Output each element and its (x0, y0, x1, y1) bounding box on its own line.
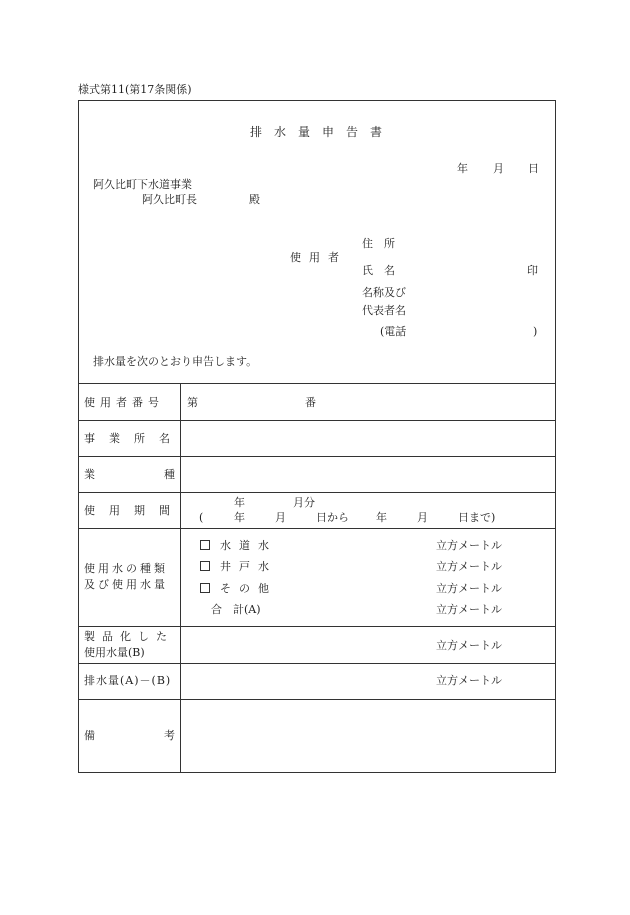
productized-unit: 立方メートル (436, 639, 502, 652)
user-number-prefix: 第 (187, 396, 198, 409)
water-item (200, 583, 277, 594)
period-from-month: 月 (275, 511, 286, 524)
industry-label-2: 種 (164, 468, 175, 481)
form-title: 排水量申告書 (250, 125, 395, 139)
period-paren: ( (199, 511, 204, 524)
remarks-label-1: 備 (84, 729, 95, 742)
water-item-name: 井戸水 (220, 560, 277, 573)
period-to-year: 年 (376, 511, 387, 524)
period-to-day: 日まで) (458, 511, 496, 524)
period-from-year: 年 (234, 511, 245, 524)
seal-mark: 印 (527, 264, 538, 277)
phone-label: (電話 (380, 325, 407, 338)
date-month: 月 (493, 162, 504, 175)
addressee-title: 阿久比町長 (142, 193, 197, 206)
remarks-label-2: 考 (164, 729, 175, 742)
date-day: 日 (528, 162, 539, 175)
table-top-line (78, 383, 556, 384)
period-to-month: 月 (417, 511, 428, 524)
productized-label-2: 使用水量(B) (84, 646, 145, 659)
water-types-label-2: 及び使用水量 (84, 578, 168, 591)
name-label: 氏 名 (362, 264, 395, 277)
form-number: 様式第11(第17条関係) (78, 83, 192, 96)
addressee-honorific: 殿 (249, 193, 260, 206)
row-divider (78, 626, 556, 627)
water-total-label: 合 計(A) (211, 603, 261, 616)
water-item-name: その他 (220, 582, 277, 595)
representative-label: 代表者名 (362, 304, 406, 317)
water-item-unit: 立方メートル (436, 560, 502, 573)
user-number-label: 使用者番号 (84, 396, 164, 409)
row-divider (78, 492, 556, 493)
date-year: 年 (457, 162, 468, 175)
industry-label-1: 業 (84, 468, 95, 481)
office-name-label: 事業所名 (84, 432, 184, 445)
phone-close: ) (533, 325, 538, 338)
other-water-checkbox[interactable] (200, 583, 210, 593)
period-year: 年 (234, 496, 245, 509)
row-divider (78, 528, 556, 529)
water-item-unit: 立方メートル (436, 539, 502, 552)
water-total-unit: 立方メートル (436, 603, 502, 616)
period-label: 使用期間 (84, 504, 184, 517)
discharge-unit: 立方メートル (436, 674, 502, 687)
row-divider (78, 420, 556, 421)
period-month: 月分 (293, 496, 315, 509)
well-water-checkbox[interactable] (200, 561, 210, 571)
row-divider (78, 456, 556, 457)
applicant-label: 使用者 (290, 251, 347, 264)
row-divider (78, 699, 556, 700)
corp-name-label: 名称及び (362, 286, 406, 299)
water-item (200, 561, 277, 572)
period-from-day: 日から (316, 511, 349, 524)
productized-label-1: 製品化した (84, 630, 174, 643)
user-number-suffix: 番 (305, 396, 316, 409)
water-item (200, 540, 277, 551)
addressee-org: 阿久比町下水道事業 (93, 178, 192, 191)
water-item-name: 水道水 (220, 539, 277, 552)
declaration-text: 排水量を次のとおり申告します。 (93, 355, 258, 368)
row-divider (78, 663, 556, 664)
discharge-label: 排水量(A)－(B) (84, 674, 172, 687)
address-label: 住 所 (362, 237, 395, 250)
tap-water-checkbox[interactable] (200, 540, 210, 550)
water-item-unit: 立方メートル (436, 582, 502, 595)
water-types-label-1: 使用水の種類 (84, 562, 168, 575)
